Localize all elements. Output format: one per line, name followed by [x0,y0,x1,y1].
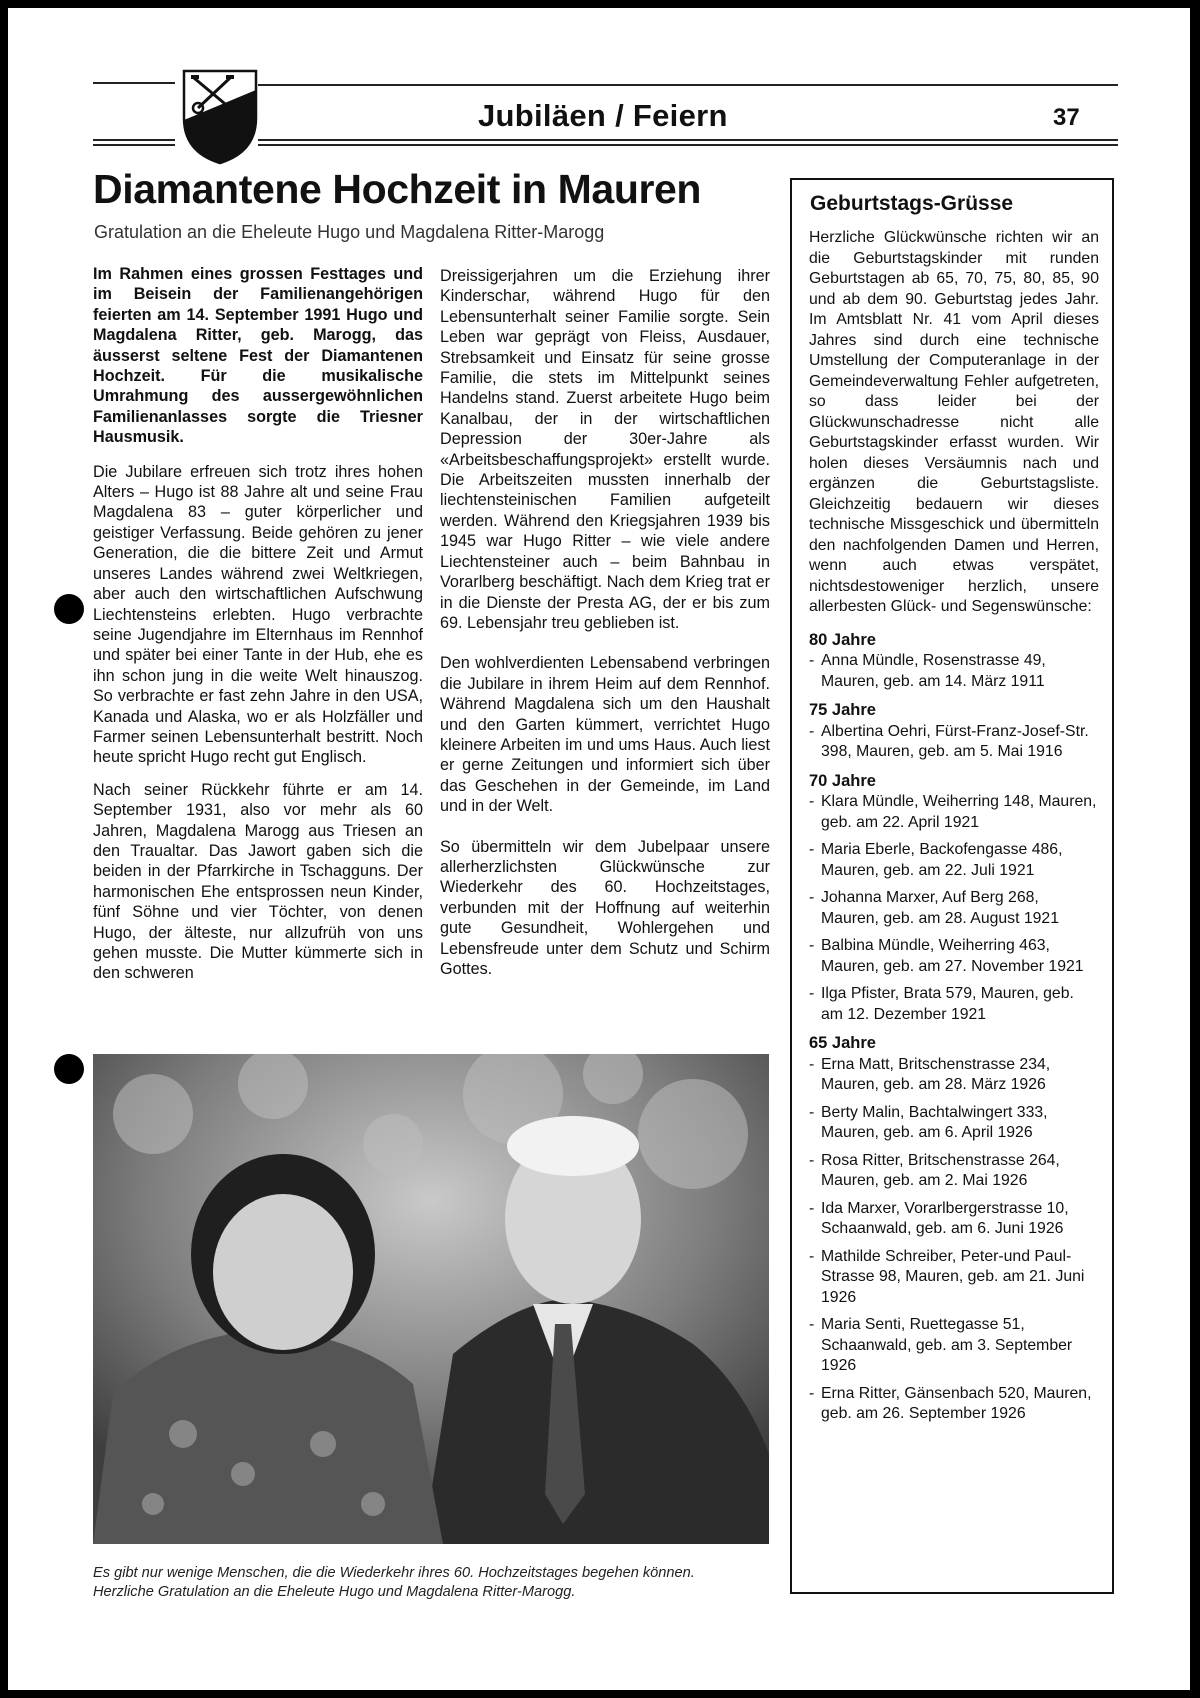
article-paragraph: Nach seiner Rückkehr führte er am 14. September 1931, also vor mehr als 60 Jahren, Magdalena Marogg aus Triesen an den Traualtar. Das Jawort gaben sich die beiden in der Pfarrkirche in Tschagguns. Der harmonischen Ehe entsprossen neun Kinder, fünf Söhne und vier Töchter, von denen Hugo, der älteste, nur allzufrüh von uns gehen musste. Die Mutter kümmerte sich in den schweren [93,780,423,983]
list-item: - Erna Ritter, Gänsenbach 520, Mauren, geb. am 26. September 1926 [809,1384,1099,1425]
list-item: - Johanna Marxer, Auf Berg 268, Mauren, geb. am 28. August 1921 [809,888,1099,929]
article-lead: Im Rahmen eines grossen Festtages und im Beisein der Familienangehörigen feierten am 14. September 1991 Hugo und Magdalena Ritter, geb. Marogg, das äusserst seltene Fest der Diamantenen Hochzeit. Für die musikalische Umrahmung des aussergewöhnlichen Familienanlasses sorgte die Triesner Hausmusik. [93,265,423,447]
list-item: - Berty Malin, Bachtalwingert 333, Mauren, geb. am 6. April 1926 [809,1103,1099,1144]
list-item: - Rosa Ritter, Britschenstrasse 264, Mauren, geb. am 2. Mai 1926 [809,1151,1099,1192]
list-item: - Anna Mündle, Rosenstrasse 49, Mauren, geb. am 14. März 1911 [809,651,1099,692]
header-rule-top-right [258,84,1118,86]
article-paragraph: Die Jubilare erfreuen sich trotz ihres hohen Alters – Hugo ist 88 Jahre alt und seine Frau Magdalena 83 – guter körperlicher und geistiger Verfassung. Beide gehören zu jener Generation, die die bittere Zeit und Armut unseres Landes während zwei Weltkriegen, aber auch den wirtschaftlichen Aufschwung Liechtensteins erlebten. Hugo verbrachte seine Jugendjahre im Elternhaus im Rennhof und später bei einer Tante in der Hub, ehe es ihn schon jung in die weite Welt hinauszog. So verbrachte er fast zehn Jahre in den USA, Kanada und Alaska, wo er als Holzfäller und Farmer seinen Lebensunterhalt bestritt. Noch heute spricht Hugo recht gut Englisch. [93,462,423,767]
punch-hole-top [54,594,84,624]
list-item: - Balbina Mündle, Weiherring 463, Mauren, geb. am 27. November 1921 [809,936,1099,977]
caption-line-2: Herzliche Gratulation an die Eheleute Hugo und Magdalena Ritter-Marogg. [93,1583,576,1600]
header-rule-bottom-right-1 [258,139,1118,141]
caption-line-1: Es gibt nur wenige Menschen, die die Wiederkehr ihres 60. Hochzeitstages begehen können. [93,1565,695,1581]
age-heading: 65 Jahre [809,1034,876,1052]
page-number: 37 [1053,104,1080,131]
list-item: - Albertina Oehri, Fürst-Franz-Josef-Str. 398, Mauren, geb. am 5. Mai 1916 [809,722,1099,763]
age-group-70 [809,771,1099,1026]
age-group-80 [809,630,1099,693]
article-paragraph: So übermitteln wir dem Jubelpaar unsere allerherzlichsten Glückwünsche zur Wiederkehr des 60. Hochzeitstages, verbunden mit der Hoffnung auf weiterhin gute Gesundheit, Wohlergehen und Lebensfreude unter dem Schutz und Schirm Gottes. [440,837,770,978]
section-title: Jubiläen / Feiern [478,98,728,133]
header-rule-bottom-right-2 [258,144,1118,146]
header-rule-bottom-left-1 [93,139,175,141]
list-item: - Maria Eberle, Backofengasse 486, Mauren, geb. am 22. Juli 1921 [809,840,1099,881]
list-item: - Ida Marxer, Vorarlbergerstrasse 10, Schaanwald, geb. am 6. Juni 1926 [809,1199,1099,1240]
coat-of-arms-icon [180,68,260,166]
age-group-75 [809,700,1099,763]
photo-caption [93,1564,793,1601]
age-group-65 [809,1033,1099,1425]
sidebar-intro: Herzliche Glückwünsche richten wir an die Geburtstagskinder mit runden Geburtstagen ab 65, 70, 75, 80, 85, 90 und ab dem 90. Geburtstag jedes Jahr. Im Amtsblatt Nr. 41 vom April dieses Jahres sind durch eine technische Umstellung der Computeranlage in der Gemeindeverwaltung Fehler aufgetreten, so dass leider bei der Glückwunschadresse nicht alle Geburtstagskinder erfasst wurden. Wir holen dieses Versäumnis nach und ergänzen die Geburtstagsliste. Gleichzeitig bedauern wir dieses technische Missgeschick und übermitteln den nachfolgenden Damen und Herren, wenn auch etwas verspätet, nichtsdestoweniger herzlich, unsere allerbesten Glück- und Segenswünsche: [809,229,1099,615]
header-rule-bottom-left-2 [93,144,175,146]
document-page [8,8,1190,1690]
article-paragraph: Dreissigerjahren um die Erziehung ihrer Kinderschar, während Hugo für den Lebensunterhalt seiner Familie sorgte. Sein Leben war geprägt von Fleiss, Ausdauer, Strebsamkeit und Einsatz für seine grosse Familie, die stets im Mittelpunkt seines Handelns stand. Zuerst arbeitete Hugo beim Kanalbau, der in der wirtschaftlichen Depression der 30er-Jahre als «Arbeitsbeschaffungsprojekt» erstellt wurde. Die Arbeitszeiten mussten innerhalb der liechtensteinischen Familien aufgeteilt werden. Während den Kriegsjahren 1939 bis 1945 war Hugo Ritter – wie viele andere Liechtensteiner auch – beim Bahnbau in Vorarlberg beschäftigt. Nach dem Krieg trat er in die Dienste der Presta AG, der er bis zum 69. Lebensjahr treu geblieben ist. [440,267,770,632]
article-column-2 [440,266,770,991]
article-headline: Diamantene Hochzeit in Mauren [93,166,702,212]
age-heading: 70 Jahre [809,771,876,790]
list-item: - Klara Mündle, Weiherring 148, Mauren, geb. am 22. April 1921 [809,792,1099,833]
article-subtitle: Gratulation an die Eheleute Hugo und Magdalena Ritter-Marogg [94,222,605,242]
age-heading: 75 Jahre [809,701,876,719]
list-item: - Ilga Pfister, Brata 579, Mauren, geb. am 12. Dezember 1921 [809,984,1099,1025]
punch-hole-bottom [54,1054,84,1084]
list-item: - Maria Senti, Ruettegasse 51, Schaanwald, geb. am 3. September 1926 [809,1315,1099,1377]
list-item: - Mathilde Schreiber, Peter-und Paul-Strasse 98, Mauren, geb. am 21. Juni 1926 [809,1247,1099,1309]
article-paragraph: Den wohlverdienten Lebensabend verbringen die Jubilare in ihrem Heim auf dem Rennhof. Während Magdalena sich um den Haushalt und den Garten kümmert, verrichtet Hugo kleinere Arbeiten im und ums Haus. Auch liest er gerne Zeitungen und informiert sich über das Geschehen in der Gemeinde, im Land und in der Welt. [440,654,770,816]
sidebar-title: Geburtstags-Grüsse [810,192,1014,215]
list-item: - Erna Matt, Britschenstrasse 234, Mauren, geb. am 28. März 1926 [809,1055,1099,1096]
couple-photo [93,1054,769,1544]
article-column-1 [93,264,423,996]
sidebar-body [809,228,1099,1433]
header-rule-top-left [93,82,175,84]
birthday-greetings-box [790,178,1114,1594]
age-heading: 80 Jahre [809,630,876,649]
